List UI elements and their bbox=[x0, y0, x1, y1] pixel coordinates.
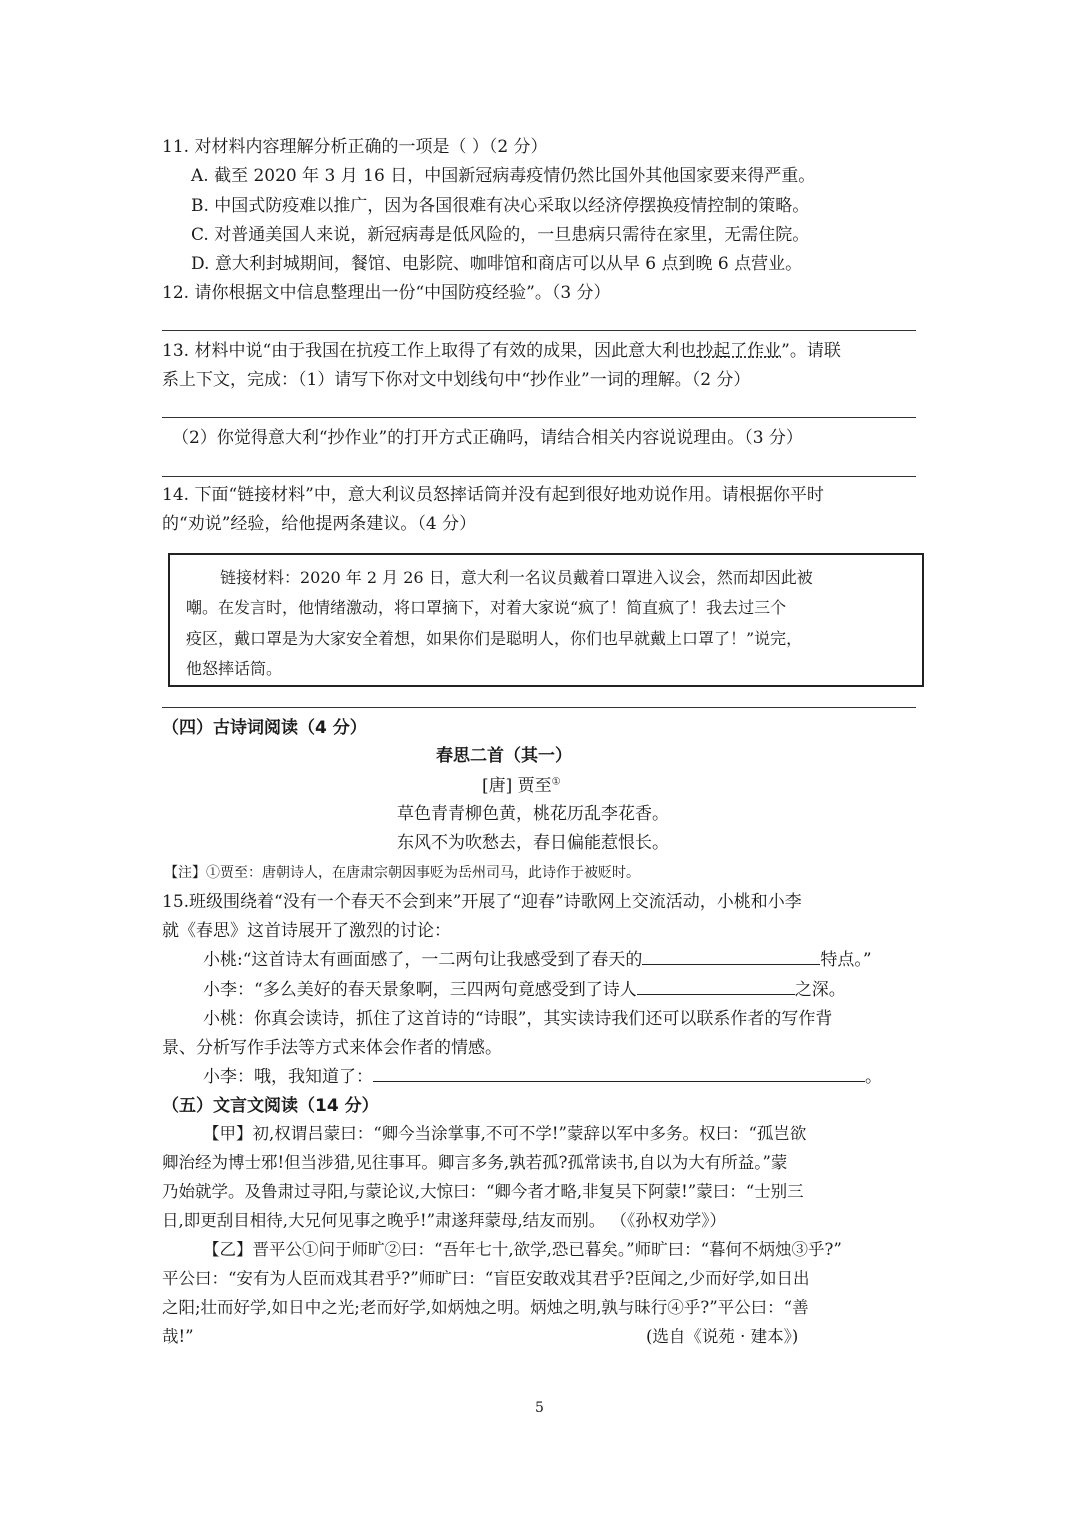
section4-heading: （四）古诗词阅读（4 分） bbox=[162, 718, 367, 738]
yi-line-4: 哉!” bbox=[162, 1327, 194, 1346]
yi-line-1: 【乙】晋平公①问于师旷②曰：“吾年七十,欲学,恐已暮矣。”师旷曰：“暮何不炳烛③乎?” bbox=[203, 1240, 842, 1259]
q15-blank-1[interactable] bbox=[642, 950, 820, 965]
q12-stem: 12. 请你根据文中信息整理出一份“中国防疫经验”。（3 分） bbox=[162, 283, 611, 303]
q13-part2: （2）你觉得意大利“抄作业”的打开方式正确吗，请结合相关内容说说理由。（3 分） bbox=[172, 428, 803, 448]
box-line-1: 链接材料：2020 年 2 月 26 日，意大利一名议员戴着口罩进入议会，然而却因此被 bbox=[220, 568, 813, 587]
q11-option-c: C. 对普通美国人来说，新冠病毒是低风险的，一旦患病只需待在家里，无需住院。 bbox=[191, 225, 810, 245]
box-line-4: 他怒摔话筒。 bbox=[186, 659, 283, 678]
poem-line-1: 草色青青柳色黄，桃花历乱李花香。 bbox=[397, 804, 669, 824]
q12-answer-line[interactable] bbox=[162, 330, 916, 331]
q15-dialog-4: 景、分析写作手法等方式来体会作者的情感。 bbox=[162, 1038, 502, 1058]
yi-line-3: 之阳;壮而好学,如日中之光;老而好学,如炳烛之明。炳烛之明,孰与昧行④乎?”平公曰：“善 bbox=[162, 1298, 809, 1317]
poem-note: 【注】①贾至：唐朝诗人，在唐肃宗朝因事贬为岳州司马，此诗作于被贬时。 bbox=[164, 865, 640, 881]
q15-dialog-5: 小李：哦，我知道了： 。 bbox=[203, 1067, 882, 1087]
q15-line1: 15.班级围绕着“没有一个春天不会到来”开展了“迎春”诗歌网上交流活动，小桃和小李 bbox=[162, 892, 802, 912]
q15-dialog-3: 小桃：你真会读诗，抓住了这首诗的“诗眼”，其实读诗我们还可以联系作者的写作背 bbox=[203, 1009, 833, 1029]
q13-line2: 系上下文，完成：（1）请写下你对文中划线句中“抄作业”一词的理解。（2 分） bbox=[162, 370, 751, 390]
q15-dialog-1: 小桃:“这首诗太有画面感了，一二两句让我感受到了春天的 特点。” bbox=[203, 950, 872, 970]
yi-source: (选自《说苑 · 建本》) bbox=[646, 1327, 799, 1346]
section5-heading: （五）文言文阅读（14 分） bbox=[162, 1096, 379, 1116]
q15-blank-3[interactable] bbox=[373, 1067, 865, 1082]
box-line-2: 嘲。在发言时，他情绪激动，将口罩摘下，对着大家说“疯了！简直疯了！我去过三个 bbox=[186, 598, 787, 617]
box-line-3: 疫区，戴口罩是为大家安全着想，如果你们是聪明人，你们也早就戴上口罩了！”说完， bbox=[186, 629, 803, 648]
jia-line-1: 【甲】初,权谓吕蒙曰：“卿今当涂掌事,不可不学!”蒙辞以军中多务。权曰：“孤岂欲 bbox=[203, 1124, 807, 1143]
jia-line-3: 乃始就学。及鲁肃过寻阳,与蒙论议,大惊曰：“卿今者才略,非复吴下阿蒙!”蒙曰：“士别三 bbox=[162, 1182, 804, 1201]
jia-line-2: 卿治经为博士邪!但当涉猎,见往事耳。卿言多务,孰若孤?孤常读书,自以为大有所益。”蒙 bbox=[162, 1153, 788, 1172]
poem-title: 春思二首（其一） bbox=[436, 746, 572, 766]
q13-dotted-phrase: 抄起了作业 bbox=[696, 341, 782, 361]
q15-dialog-2: 小李：“多么美好的春天景象啊，三四两句竟感受到了诗人 之深。 bbox=[203, 980, 846, 1000]
q14-answer-line[interactable] bbox=[162, 707, 916, 708]
q11-option-b: B. 中国式防疫难以推广，因为各国很难有决心采取以经济停摆换疫情控制的策略。 bbox=[191, 196, 810, 216]
q11-option-d: D. 意大利封城期间，餐馆、电影院、咖啡馆和商店可以从早 6 点到晚 6 点营业。 bbox=[191, 254, 803, 274]
q11-stem: 11. 对材料内容理解分析正确的一项是（ ）（2 分） bbox=[162, 137, 548, 157]
jia-line-4: 日,即更刮目相待,大兄何见事之晚乎!”肃遂拜蒙母,结友而别。 （《孙权劝学》） bbox=[162, 1211, 727, 1230]
q15-line2: 就《春思》这首诗展开了激烈的讨论： bbox=[162, 921, 451, 941]
q13-line1: 13. 材料中说“由于我国在抗疫工作上取得了有效的成果，因此意大利也抄起了作业”。请联 bbox=[162, 341, 841, 361]
page-number: 5 bbox=[535, 1400, 544, 1416]
q11-option-a: A. 截至 2020 年 3 月 16 日，中国新冠病毒疫情仍然比国外其他国家要来得严重。 bbox=[191, 166, 816, 186]
yi-line-2: 平公曰：“安有为人臣而戏其君乎?”师旷曰：“盲臣安敢戏其君乎?臣闻之,少而好学,如日出 bbox=[162, 1269, 810, 1288]
poem-author: [唐] 贾至① bbox=[482, 776, 561, 796]
poem-line-2: 东风不为吹愁去，春日偏能惹恨长。 bbox=[397, 833, 669, 853]
q15-blank-2[interactable] bbox=[637, 980, 795, 995]
q14-line2: 的“劝说”经验，给他提两条建议。（4 分） bbox=[162, 514, 477, 534]
q14-line1: 14. 下面“链接材料”中，意大利议员怒摔话筒并没有起到很好地劝说作用。请根据你平时 bbox=[162, 485, 824, 505]
q13-2-answer-line[interactable] bbox=[162, 476, 916, 477]
q13-1-answer-line[interactable] bbox=[162, 417, 916, 418]
